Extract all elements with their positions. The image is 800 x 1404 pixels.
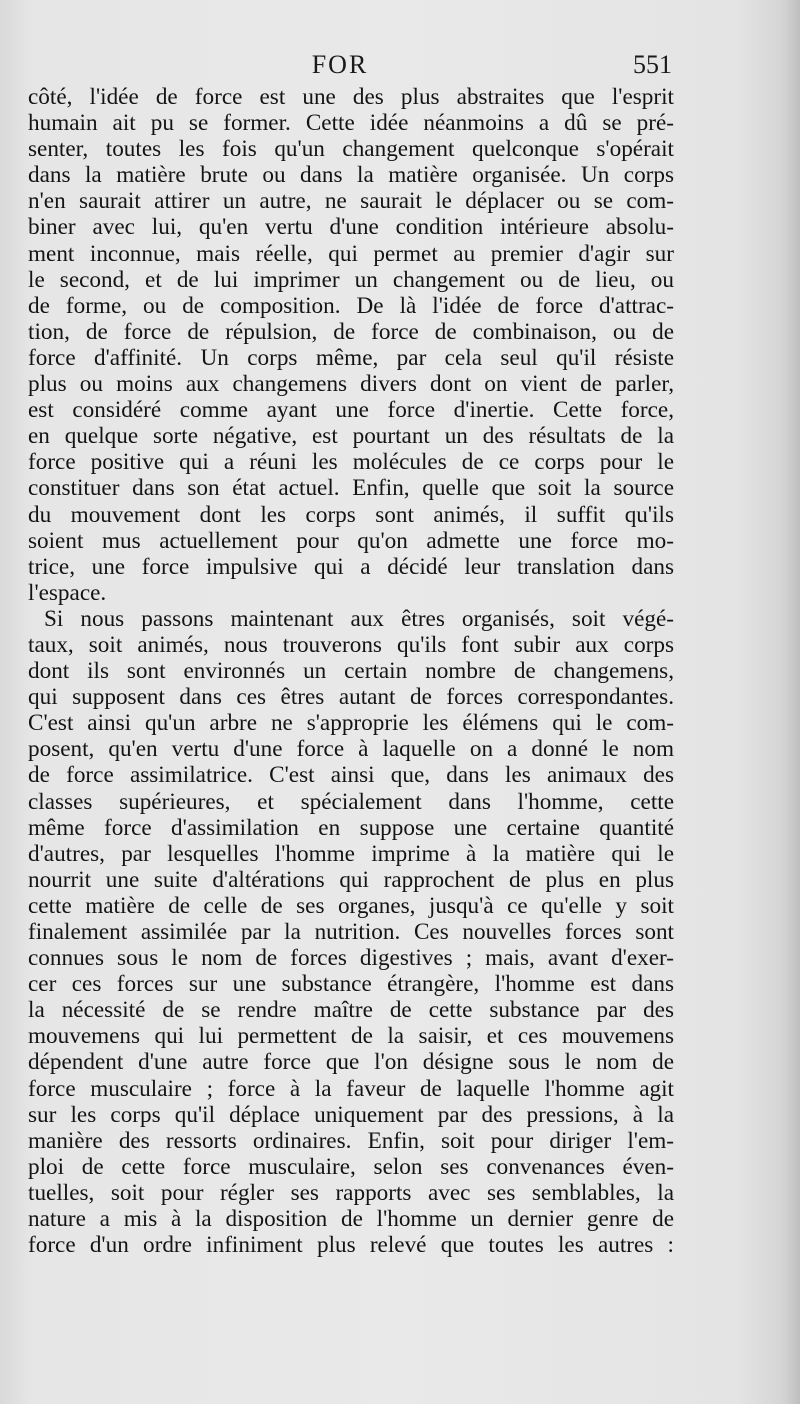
text-line: mouvemens qui lui permettent de la saisir, et ces mouvemens <box>28 1023 674 1050</box>
text-line: humain ait pu se former. Cette idée néanmoins a dû se pré- <box>28 110 674 137</box>
body-text <box>28 84 674 1258</box>
text-line: n'en saurait attirer un autre, ne saurait le déplacer ou se com- <box>28 188 674 215</box>
running-head <box>0 50 800 84</box>
text-line: Si nous passons maintenant aux êtres organisés, soit végé- <box>44 605 674 632</box>
text-line: force positive qui a réuni les molécules de ce corps pour le <box>28 449 674 476</box>
text-line: cette matière de celle de ses organes, jusqu'à ce qu'elle y soit <box>28 892 674 919</box>
text-line: le second, et de lui imprimer un changement ou de lieu, ou <box>28 266 674 293</box>
text-line: soient mus actuellement pour qu'on admette une force mo- <box>28 527 674 554</box>
text-line: plus ou moins aux changemens divers dont on vient de parler, <box>28 371 674 398</box>
text-line: sur les corps qu'il déplace uniquement par des pressions, à la <box>28 1101 674 1128</box>
text-line: dans la matière brute ou dans la matière organisée. Un corps <box>28 162 674 189</box>
text-line: même force d'assimilation en suppose une certaine quantité <box>28 814 674 841</box>
text-line: d'autres, par lesquelles l'homme imprime à la matière qui le <box>28 840 674 867</box>
text-line: en quelque sorte négative, est pourtant un des résultats de la <box>28 423 674 450</box>
text-line: force d'un ordre infiniment plus relevé que toutes les autres : <box>28 1232 674 1259</box>
text-line: posent, qu'en vertu d'une force à laquelle on a donné le nom <box>28 736 674 763</box>
text-line: nature a mis à la disposition de l'homme un dernier genre de <box>28 1206 674 1233</box>
text-line: ploi de cette force musculaire, selon ses convenances éven- <box>28 1153 674 1180</box>
text-line: ment inconnue, mais réelle, qui permet au premier d'agir sur <box>28 240 674 267</box>
text-line: du mouvement dont les corps sont animés, il suffit qu'ils <box>28 501 674 528</box>
text-line: manière des ressorts ordinaires. Enfin, soit pour diriger l'em- <box>28 1127 674 1154</box>
text-line: force d'affinité. Un corps même, par cela seul qu'il résiste <box>28 344 674 371</box>
text-line: côté, l'idée de force est une des plus abstraites que l'esprit <box>28 84 674 110</box>
text-line: cer ces forces sur une substance étrangère, l'homme est dans <box>28 971 674 998</box>
text-line: est considéré comme ayant une force d'inertie. Cette force, <box>28 397 674 424</box>
page-edge-shadow <box>782 0 800 1404</box>
text-line: taux, soit animés, nous trouverons qu'ils font subir aux corps <box>28 631 674 658</box>
text-line: qui supposent dans ces êtres autant de forces correspondantes. <box>28 684 674 711</box>
page-number: 551 <box>633 50 672 79</box>
text-line: nourrit une suite d'altérations qui rapprochent de plus en plus <box>28 866 674 893</box>
text-line: constituer dans son état actuel. Enfin, quelle que soit la source <box>28 475 674 502</box>
text-line: de forme, ou de composition. De là l'idée de force d'attrac- <box>28 292 674 319</box>
text-line: la nécessité de se rendre maître de cette substance par des <box>28 997 674 1024</box>
running-head-title: FOR <box>311 50 369 79</box>
text-line: de force assimilatrice. C'est ainsi que, dans les animaux des <box>28 762 674 789</box>
text-line: dépendent d'une autre force que l'on désigne sous le nom de <box>28 1049 674 1076</box>
text-line: finalement assimilée par la nutrition. Ces nouvelles forces sont <box>28 919 674 945</box>
text-line: dont ils sont environnés un certain nombre de changemens, <box>28 658 674 685</box>
text-line: force musculaire ; force à la faveur de laquelle l'homme agit <box>28 1075 674 1102</box>
text-line: connues sous le nom de forces digestives ; mais, avant d'exer- <box>28 945 674 972</box>
text-line: trice, une force impulsive qui a décidé leur translation dans <box>28 553 674 580</box>
text-line: biner avec lui, qu'en vertu d'une condition intérieure absolu- <box>28 214 674 241</box>
text-line: senter, toutes les fois qu'un changement quelconque s'opérait <box>28 136 674 163</box>
text-line: tion, de force de répulsion, de force de combinaison, ou de <box>28 318 674 345</box>
text-line: C'est ainsi qu'un arbre ne s'approprie les élémens qui le com- <box>28 710 674 737</box>
text-line: tuelles, soit pour régler ses rapports avec ses semblables, la <box>28 1179 674 1206</box>
text-line: l'espace. <box>28 579 107 606</box>
text-line: classes supérieures, et spécialement dans l'homme, cette <box>28 788 674 815</box>
